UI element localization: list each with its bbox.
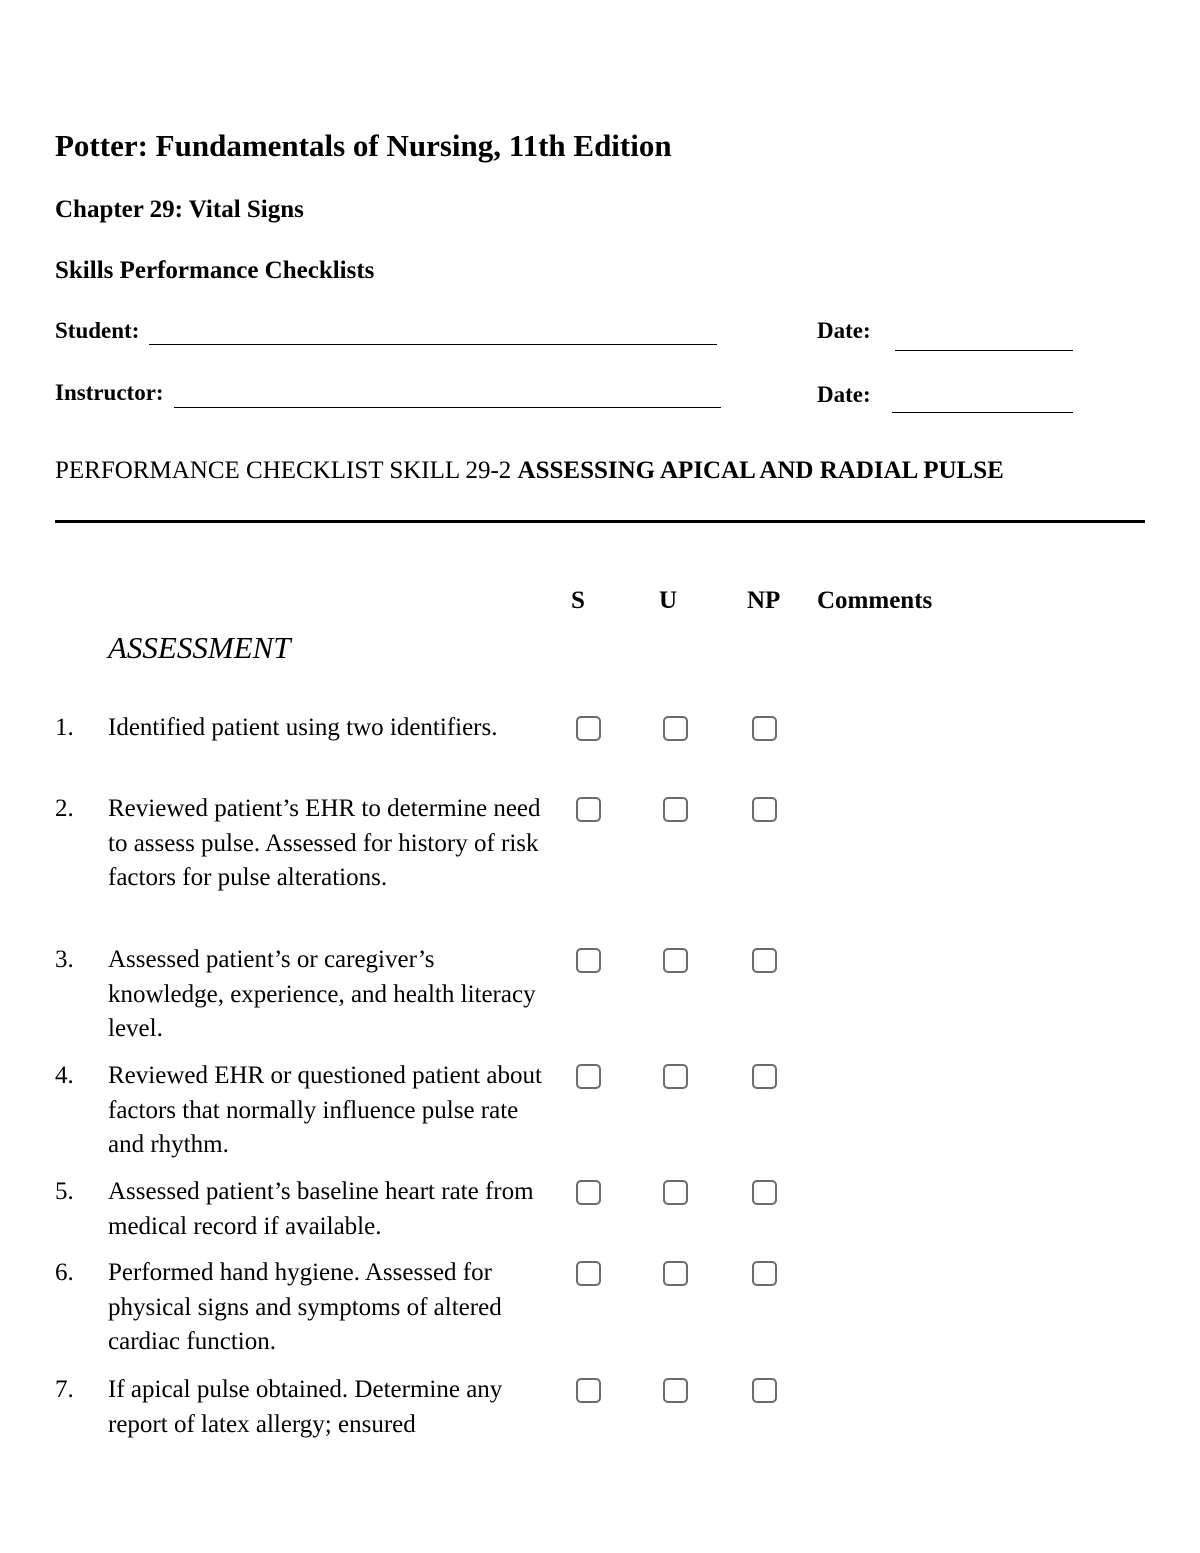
student-date-field[interactable] bbox=[895, 350, 1073, 351]
column-header-comments: Comments bbox=[817, 587, 933, 614]
column-header-np: NP bbox=[747, 587, 781, 614]
skill-heading bbox=[55, 457, 1004, 485]
checkbox-u[interactable] bbox=[663, 1261, 688, 1286]
checkbox-s[interactable] bbox=[576, 1180, 601, 1205]
heading-divider bbox=[55, 520, 1145, 523]
checkbox-s[interactable] bbox=[576, 716, 601, 741]
item-text: If apical pulse obtained. Determine any report of latex allergy; ensured bbox=[108, 1376, 503, 1438]
checklist-subtitle: Skills Performance Checklists bbox=[55, 257, 375, 284]
skill-name: ASSESSING APICAL AND RADIAL PULSE bbox=[517, 457, 1004, 484]
document-title: Potter: Fundamentals of Nursing, 11th Edition bbox=[55, 128, 672, 163]
student-label: Student: bbox=[55, 318, 140, 343]
item-number: 6. bbox=[55, 1259, 74, 1286]
checkbox-np[interactable] bbox=[752, 1064, 777, 1089]
checkbox-np[interactable] bbox=[752, 797, 777, 822]
student-date-label: Date: bbox=[817, 318, 871, 343]
item-number: 1. bbox=[55, 714, 74, 741]
instructor-label: Instructor: bbox=[55, 380, 164, 405]
checkbox-u[interactable] bbox=[663, 1378, 688, 1403]
checkbox-u[interactable] bbox=[663, 1180, 688, 1205]
checkbox-s[interactable] bbox=[576, 797, 601, 822]
item-text: Assessed patient’s baseline heart rate from medical record if available. bbox=[108, 1178, 534, 1240]
skill-prefix: PERFORMANCE CHECKLIST SKILL 29-2 bbox=[55, 457, 518, 484]
checkbox-s[interactable] bbox=[576, 1064, 601, 1089]
checkbox-u[interactable] bbox=[663, 948, 688, 973]
item-text: Identified patient using two identifiers. bbox=[108, 714, 498, 741]
checkbox-u[interactable] bbox=[663, 716, 688, 741]
student-name-field[interactable] bbox=[149, 344, 717, 345]
checkbox-np[interactable] bbox=[752, 1261, 777, 1286]
column-header-u: U bbox=[659, 587, 678, 614]
item-number: 5. bbox=[55, 1178, 74, 1205]
instructor-name-field[interactable] bbox=[174, 407, 721, 408]
checkbox-np[interactable] bbox=[752, 716, 777, 741]
section-heading-assessment: ASSESSMENT bbox=[108, 630, 291, 665]
checkbox-u[interactable] bbox=[663, 797, 688, 822]
column-header-s: S bbox=[571, 587, 585, 614]
instructor-date-field[interactable] bbox=[892, 412, 1073, 413]
item-number: 3. bbox=[55, 946, 74, 973]
item-number: 7. bbox=[55, 1376, 74, 1403]
chapter-heading: Chapter 29: Vital Signs bbox=[55, 196, 304, 223]
item-text: Reviewed EHR or questioned patient about factors that normally influence pulse rate and rhythm. bbox=[108, 1062, 542, 1158]
item-text: Performed hand hygiene. Assessed for physical signs and symptoms of altered cardiac function. bbox=[108, 1259, 502, 1355]
checkbox-u[interactable] bbox=[663, 1064, 688, 1089]
item-text: Assessed patient’s or caregiver’s knowledge, experience, and health literacy level. bbox=[108, 946, 536, 1042]
checkbox-np[interactable] bbox=[752, 948, 777, 973]
checkbox-np[interactable] bbox=[752, 1180, 777, 1205]
checkbox-s[interactable] bbox=[576, 1261, 601, 1286]
instructor-date-label: Date: bbox=[817, 382, 871, 407]
checkbox-np[interactable] bbox=[752, 1378, 777, 1403]
checkbox-s[interactable] bbox=[576, 948, 601, 973]
item-number: 4. bbox=[55, 1062, 74, 1089]
checkbox-s[interactable] bbox=[576, 1378, 601, 1403]
item-number: 2. bbox=[55, 795, 74, 822]
item-text: Reviewed patient’s EHR to determine need to assess pulse. Assessed for history of risk factors for pulse alterations. bbox=[108, 795, 541, 891]
